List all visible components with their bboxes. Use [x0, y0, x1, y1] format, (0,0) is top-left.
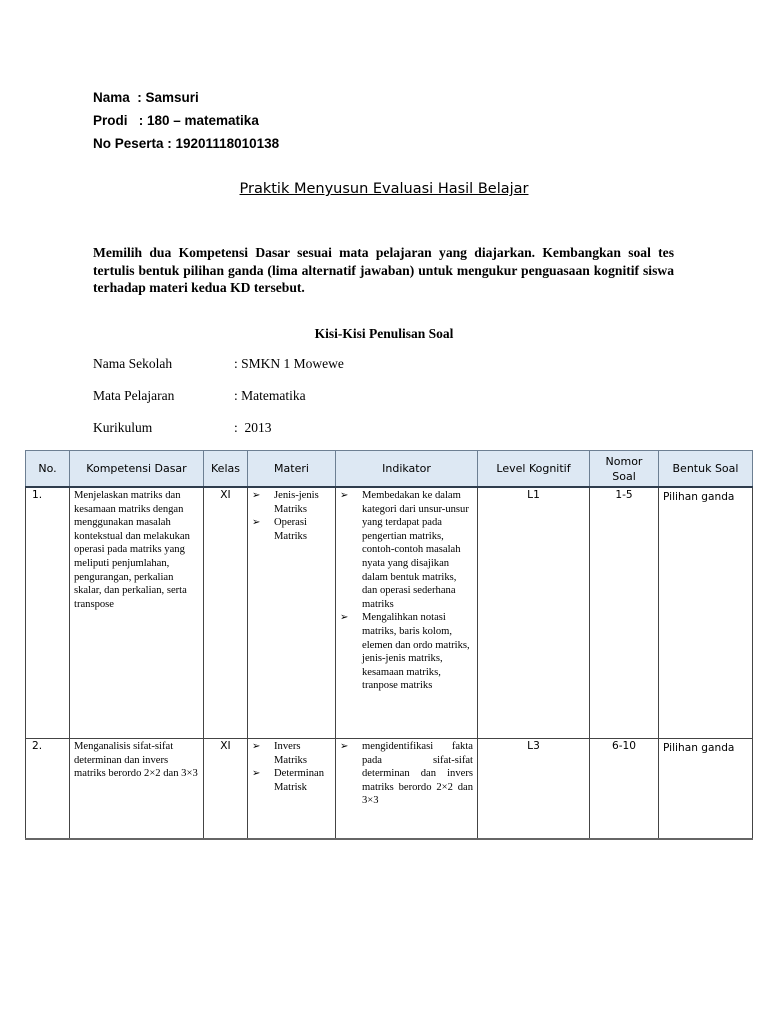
indikator-item: ➢ Membedakan ke dalam kategori dari unsur-unsur yang terdapat pada pengertian matriks, contoh-contoh masalah nyata yang disajikan dalam bentuk matriks, dan operasi sederhana matriks — [340, 489, 473, 611]
table-header-row — [26, 451, 753, 488]
meta-value: : SMKN 1 Mowewe — [234, 356, 344, 371]
header-bentuk-soal: Bentuk Soal — [659, 451, 753, 488]
cell-kelas: XI — [204, 487, 248, 739]
cell-bentuk-soal: Pilihan ganda — [659, 487, 753, 739]
cell-nomor-soal: 6-10 — [590, 739, 659, 840]
instruction-paragraph: Memilih dua Kompetensi Dasar sesuai mata pelajaran yang diajarkan. Kembangkan soal tes tertulis bentuk pilihan ganda (lima alternatif jawaban) untuk mengukur penguasaan kognitif siswa terhadap materi kedua KD tersebut. — [93, 245, 674, 295]
meta-label: Kurikulum — [93, 420, 153, 435]
cell-level-kognitif: L3 — [478, 739, 590, 840]
meta-label: Mata Pelajaran — [93, 388, 175, 403]
meta-row-subject — [93, 388, 344, 420]
cell-level-kognitif: L1 — [478, 487, 590, 739]
section-title: Kisi-Kisi Penulisan Soal — [314, 326, 454, 341]
meta-row-school — [93, 356, 344, 388]
cell-no: 1. — [26, 487, 70, 739]
header-no: No. — [26, 451, 70, 488]
meta-value: : 2013 — [234, 420, 272, 435]
header-indikator: Indikator — [336, 451, 478, 488]
cell-indikator — [336, 487, 478, 739]
materi-item: ➢ Invers Matriks — [252, 740, 331, 767]
cell-materi — [248, 487, 336, 739]
header-materi: Materi — [248, 451, 336, 488]
table-row — [26, 487, 753, 739]
meta-row-curriculum — [93, 420, 344, 452]
kisi-kisi-table — [25, 450, 753, 840]
indikator-item: ➢ Mengalihkan notasi matriks, baris kolom, elemen dan ordo matriks, jenis-jenis matriks, kesamaan matriks, tranpose matriks — [340, 611, 473, 693]
materi-item: ➢ Operasi Matriks — [252, 516, 331, 543]
cell-kompetensi-dasar: Menjelaskan matriks dan kesamaan matriks dengan menggunakan masalah kontekstual dan melakukan operasi pada matriks yang meliputi penjumlahan, pengurangan, perkalian skalar, dan perkalian, serta transpose — [70, 487, 204, 739]
school-meta — [93, 356, 344, 452]
cell-no: 2. — [26, 739, 70, 840]
header-kompetensi-dasar: Kompetensi Dasar — [70, 451, 204, 488]
page-title: Praktik Menyusun Evaluasi Hasil Belajar — [239, 181, 529, 197]
table-row — [26, 739, 753, 840]
participant-info — [93, 86, 279, 155]
cell-indikator — [336, 739, 478, 840]
cell-materi — [248, 739, 336, 840]
cell-nomor-soal: 1-5 — [590, 487, 659, 739]
cell-kompetensi-dasar: Menganalisis sifat-sifat determinan dan invers matriks berordo 2×2 dan 3×3 — [70, 739, 204, 840]
materi-item: ➢ Jenis-jenis Matriks — [252, 489, 331, 516]
header-level-kognitif: Level Kognitif — [478, 451, 590, 488]
meta-label: Nama Sekolah — [93, 356, 173, 371]
participant-number: No Peserta : 19201118010138 — [93, 136, 280, 151]
meta-value: : Matematika — [234, 388, 306, 403]
participant-name: Nama : Samsuri — [93, 90, 199, 105]
participant-prodi: Prodi : 180 – matematika — [93, 113, 259, 128]
header-kelas: Kelas — [204, 451, 248, 488]
cell-bentuk-soal: Pilihan ganda — [659, 739, 753, 840]
indikator-item: ➢ mengidentifikasi fakta pada sifat-sifat determinan dan invers matriks berordo 2×2 dan 3×3 — [340, 740, 473, 808]
cell-kelas: XI — [204, 739, 248, 840]
materi-item: ➢ Determinan Matrisk — [252, 767, 331, 794]
header-nomor-soal: Nomor Soal — [590, 451, 659, 488]
